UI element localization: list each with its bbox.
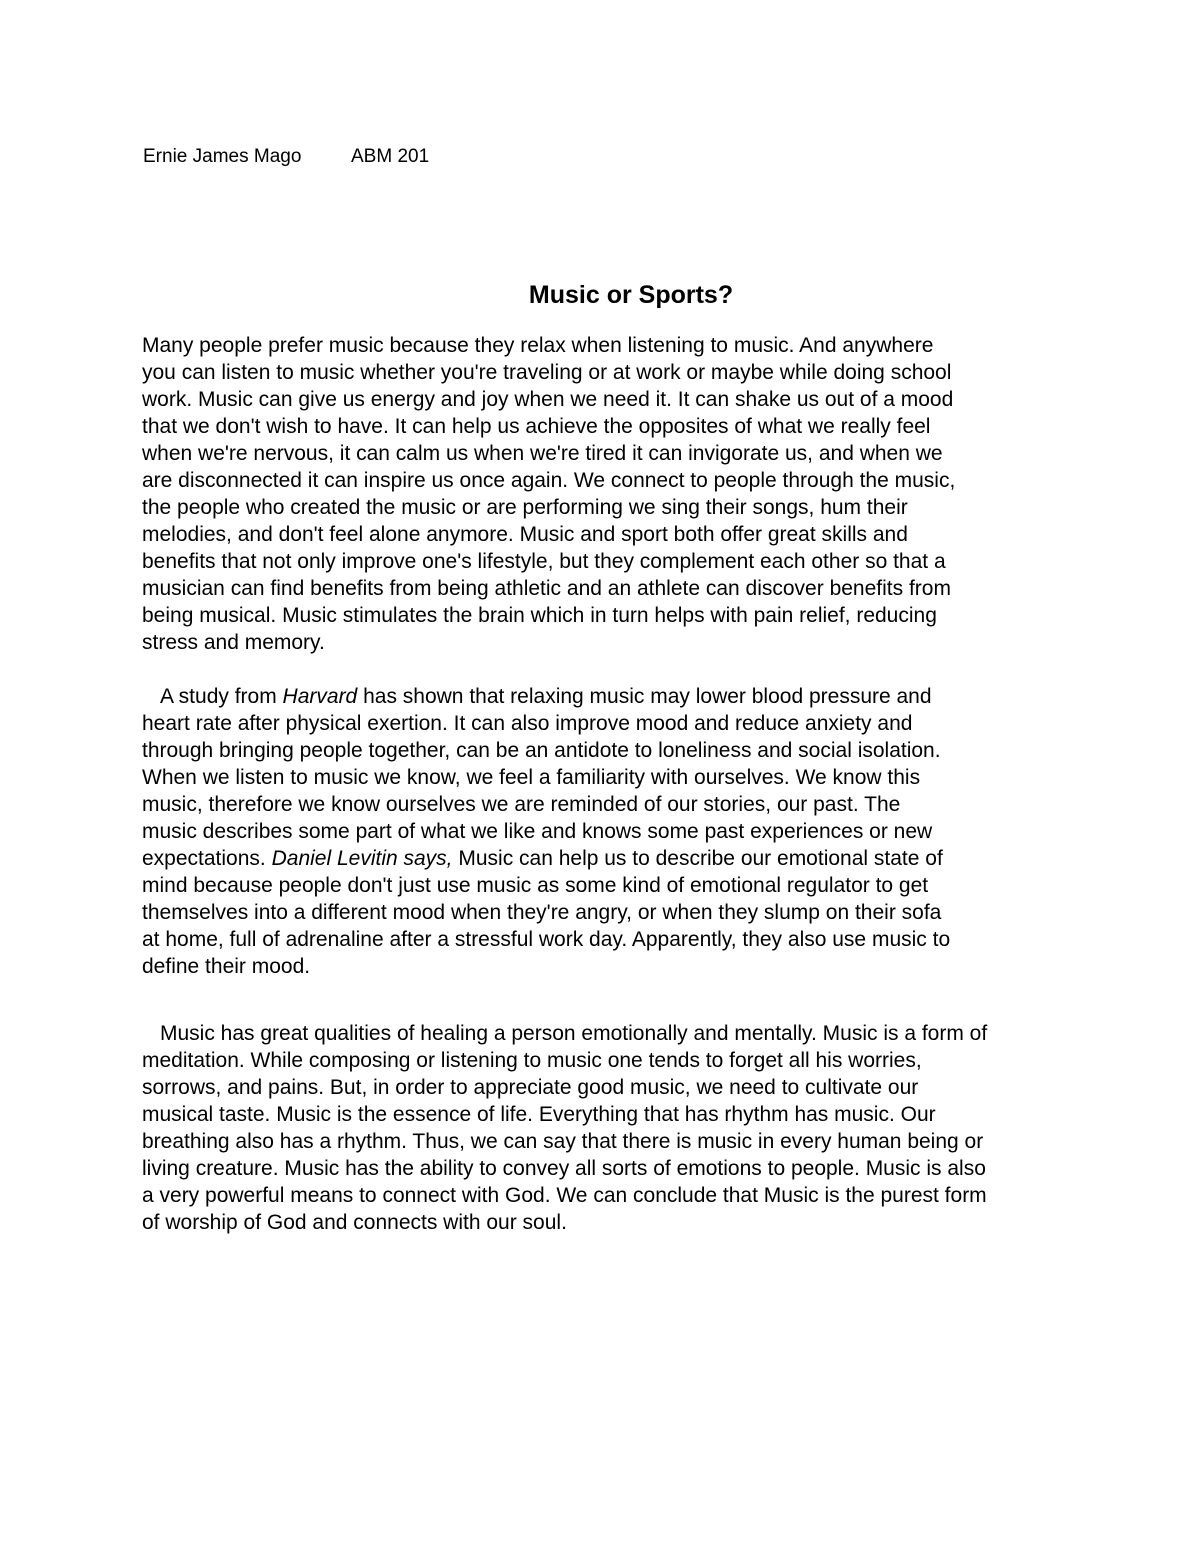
text-line: benefits that not only improve one's lifestyle, but they complement each other so that a	[142, 550, 946, 573]
course-code: ABM 201	[351, 146, 430, 167]
text-line: when we're nervous, it can calm us when we're tired it can invigorate us, and when we	[142, 442, 943, 465]
text-run: expectations.	[142, 847, 272, 870]
text-line: mind because people don't just use music as some kind of emotional regulator to get	[142, 874, 929, 897]
text-line: being musical. Music stimulates the brain which in turn helps with pain relief, reducing	[142, 604, 937, 627]
text-line: the people who created the music or are performing we sing their songs, hum their	[142, 496, 908, 519]
text-line: through bringing people together, can be an antidote to loneliness and social isolation.	[142, 739, 941, 762]
text-line: Many people prefer music because they relax when listening to music. And anywhere	[142, 334, 934, 357]
text-run: has shown that relaxing music may lower blood pressure and	[357, 685, 932, 708]
text-run: Music can help us to describe our emotional state of	[452, 847, 943, 870]
text-line: music describes some part of what we like and knows some past experiences or new	[142, 820, 933, 843]
text-line: When we listen to music we know, we feel a familiarity with ourselves. We know this	[142, 766, 921, 789]
text-line: that we don't wish to have. It can help us achieve the opposites of what we really feel	[142, 415, 931, 438]
text-line: sorrows, and pains. But, in order to appreciate good music, we need to cultivate our	[142, 1076, 919, 1099]
text-line: stress and memory.	[142, 631, 325, 654]
text-line: are disconnected it can inspire us once again. We connect to people through the music,	[142, 469, 956, 492]
text-line: breathing also has a rhythm. Thus, we can say that there is music in every human being or	[142, 1130, 984, 1153]
author-name: Ernie James Mago	[143, 146, 302, 167]
text-line: living creature. Music has the ability to convey all sorts of emotions to people. Music is also	[142, 1157, 986, 1180]
italic-quote-attribution: Daniel Levitin says,	[271, 847, 453, 870]
text-line: Music has great qualities of healing a person emotionally and mentally. Music is a form of	[160, 1022, 988, 1045]
paragraph-3	[142, 1020, 1062, 1236]
text-run: A study from	[160, 685, 283, 708]
text-line	[142, 683, 1062, 710]
text-line: at home, full of adrenaline after a stressful work day. Apparently, they also use music to	[142, 928, 951, 951]
text-line: musician can find benefits from being athletic and an athlete can discover benefits from	[142, 577, 951, 600]
page-title: Music or Sports?	[528, 281, 734, 309]
italic-source-name: Harvard	[282, 685, 358, 708]
text-line: themselves into a different mood when they're angry, or when they slump on their sofa	[142, 901, 942, 924]
paragraph-1	[142, 332, 1062, 656]
text-line: meditation. While composing or listening to music one tends to forget all his worries,	[142, 1049, 922, 1072]
text-line	[142, 845, 1062, 872]
text-line: a very powerful means to connect with God. We can conclude that Music is the purest form	[142, 1184, 987, 1207]
header-line	[143, 144, 430, 170]
text-line: musical taste. Music is the essence of life. Everything that has rhythm has music. Our	[142, 1103, 936, 1126]
text-line: melodies, and don't feel alone anymore. Music and sport both offer great skills and	[142, 523, 908, 546]
text-line: music, therefore we know ourselves we are reminded of our stories, our past. The	[142, 793, 901, 816]
text-line: define their mood.	[142, 955, 311, 978]
text-line: you can listen to music whether you're traveling or at work or maybe while doing school	[142, 361, 952, 384]
text-line: of worship of God and connects with our soul.	[142, 1211, 567, 1234]
text-line: work. Music can give us energy and joy when we need it. It can shake us out of a mood	[142, 388, 954, 411]
text-line: heart rate after physical exertion. It can also improve mood and reduce anxiety and	[142, 712, 913, 735]
paragraph-2	[142, 683, 1062, 980]
